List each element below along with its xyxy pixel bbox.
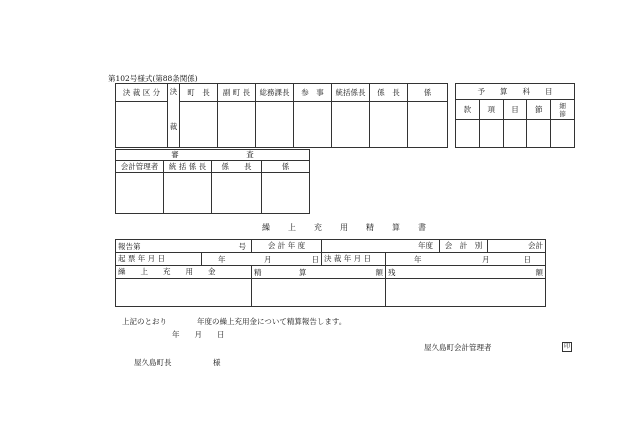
balance-header-cell	[386, 266, 546, 279]
seal-mark: 印	[563, 343, 570, 350]
draft-tsuki: 月	[264, 255, 272, 264]
approval-header-6: 係	[408, 84, 448, 102]
report-date: 年 月 日	[172, 330, 225, 339]
budget-title: 予 算 科 目	[456, 84, 575, 100]
nendo-label: 年度	[418, 241, 433, 251]
signer-seal	[562, 341, 572, 352]
budget-kan: 款	[456, 100, 480, 120]
approval-header-0: 町 長	[180, 84, 218, 102]
account-type-cell[interactable]	[488, 240, 546, 253]
decision-date-label: 決 裁 年 月 日	[322, 253, 386, 266]
audit-header-1: 統 括 係 長	[164, 161, 212, 173]
draft-date-label: 起 票 年 月 日	[116, 253, 202, 266]
budget-saimoku	[551, 100, 575, 120]
approval-stamp-2[interactable]	[256, 102, 294, 148]
document-title: 繰上充用精算書	[262, 223, 444, 232]
approval-header-3: 参 事	[294, 84, 332, 102]
approval-stamp-5[interactable]	[370, 102, 408, 148]
form-number: 第102号様式(第88条関係)	[108, 74, 198, 83]
report-no-cell[interactable]	[116, 240, 252, 253]
audit-title: 審 査	[116, 150, 310, 161]
ketsusai-cell	[168, 84, 180, 148]
addressee-honorific: 様	[213, 358, 221, 367]
audit-stamp-3[interactable]	[262, 173, 310, 214]
approval-header-1: 副 町 長	[218, 84, 256, 102]
budget-moku: 目	[503, 100, 527, 120]
fiscal-year-label: 会 計 年 度	[252, 240, 322, 253]
approval-stamp-1[interactable]	[218, 102, 256, 148]
audit-header-2: 係 長	[212, 161, 262, 173]
approval-header-4: 統括係長	[332, 84, 370, 102]
report-gou-label: 号	[238, 242, 246, 251]
approval-stamp-0[interactable]	[180, 102, 218, 148]
approval-header-5: 係 長	[370, 84, 408, 102]
signer-title: 屋久島町会計管理者	[424, 343, 492, 352]
budget-saimoku-value[interactable]	[551, 120, 575, 148]
main-table	[115, 239, 546, 307]
decision-date-cell[interactable]	[386, 253, 546, 266]
approval-kubun-cell[interactable]	[116, 102, 168, 148]
budget-kou: 項	[479, 100, 503, 120]
decision-tsuki: 月	[482, 255, 490, 264]
approval-stamp-6[interactable]	[408, 102, 448, 148]
settlement-amount-value[interactable]	[252, 279, 386, 307]
audit-header-3: 係	[262, 161, 310, 173]
decision-hi: 日	[523, 255, 531, 264]
balance-label: 残	[388, 268, 396, 277]
addressee: 屋久島町長	[134, 358, 172, 367]
ketsu-label: 決	[169, 87, 178, 96]
draft-date-cell[interactable]	[202, 253, 322, 266]
approval-stamp-3[interactable]	[294, 102, 332, 148]
draft-nen: 年	[218, 255, 226, 264]
budget-kou-value[interactable]	[479, 120, 503, 148]
balance-amount-value[interactable]	[386, 279, 546, 307]
approval-kubun-label: 決 裁 区 分	[116, 84, 168, 102]
decision-nen: 年	[414, 255, 422, 264]
approval-table	[115, 83, 448, 148]
fiscal-year-cell[interactable]	[322, 240, 440, 253]
balance-gaku: 額	[535, 268, 543, 277]
settlement-label: 精 算	[254, 268, 307, 277]
budget-setsu-value[interactable]	[527, 120, 551, 148]
audit-header-0: 会計管理者	[116, 161, 164, 173]
settlement-gaku: 額	[375, 268, 383, 277]
settlement-header-cell	[252, 266, 386, 279]
budget-moku-value[interactable]	[503, 120, 527, 148]
audit-stamp-0[interactable]	[116, 173, 164, 214]
draft-hi: 日	[311, 255, 319, 264]
report-statement: 上記のとおり 年度の繰上充用金について精算報告します。	[122, 317, 347, 326]
budget-table	[455, 83, 575, 148]
account-type-label: 会 計 別	[440, 240, 488, 253]
approval-header-2: 総務課長	[256, 84, 294, 102]
budget-setsu: 節	[527, 100, 551, 120]
advance-amount-label: 繰 上 充 用 金	[116, 266, 252, 279]
advance-amount-value[interactable]	[116, 279, 252, 307]
audit-stamp-2[interactable]	[212, 173, 262, 214]
report-no-label: 報告第	[118, 242, 141, 251]
audit-stamp-1[interactable]	[164, 173, 212, 214]
approval-stamp-4[interactable]	[332, 102, 370, 148]
sai-label: 裁	[169, 121, 178, 131]
audit-table	[115, 149, 310, 214]
budget-kan-value[interactable]	[456, 120, 480, 148]
kaikei-label: 会計	[528, 241, 543, 251]
budget-saimoku-line2: 節	[559, 109, 566, 118]
budget-saimoku-line1: 細	[559, 101, 566, 110]
